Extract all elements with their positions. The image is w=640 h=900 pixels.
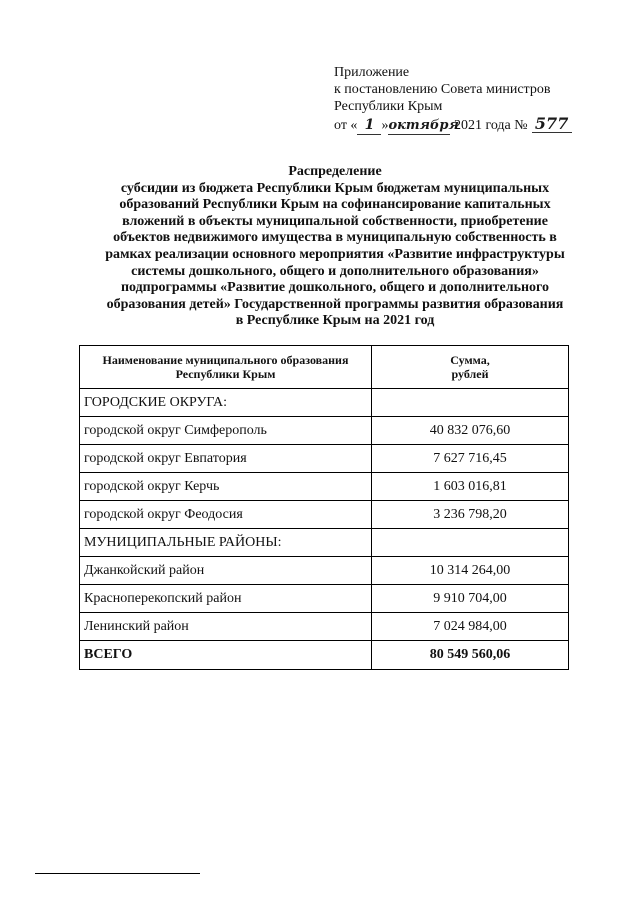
republic-line: Республики Крым xyxy=(334,99,443,114)
title-line: объектов недвижимого имущества в муниципальную собственность в xyxy=(113,230,557,246)
handwritten-month: октября xyxy=(388,118,459,133)
municipality-name: Джанкойский район xyxy=(80,557,372,585)
header-sum-text: Сумма, xyxy=(450,353,490,367)
header-name-text: Республики Крым xyxy=(175,367,276,381)
table-row xyxy=(80,445,569,473)
title-line: в Республике Крым на 2021 год xyxy=(235,313,435,329)
subsidy-amount: 40 832 076,60 xyxy=(372,417,569,445)
title-line: подпрограммы «Развитие дошкольного, общего и дополнительного xyxy=(120,280,550,296)
table-row xyxy=(80,557,569,585)
municipality-name: городской округ Феодосия xyxy=(80,501,372,529)
municipality-name: МУНИЦИПАЛЬНЫЕ РАЙОНЫ: xyxy=(80,529,372,557)
title-line: системы дошкольного, общего и дополнительного образования» xyxy=(131,263,539,279)
table-row xyxy=(80,529,569,557)
subsidy-amount: 7 024 984,00 xyxy=(372,613,569,641)
title-line: образований Республики Крым на софинансирование капитальных xyxy=(119,197,551,213)
appendix-header xyxy=(334,64,572,135)
date-line xyxy=(334,115,572,135)
table-row xyxy=(80,417,569,445)
subsidy-amount xyxy=(372,389,569,417)
title-line: вложений в объекты муниципальной собственности, приобретение xyxy=(122,213,548,229)
title-line: субсидии из бюджета Республики Крым бюджетам муниципальных xyxy=(120,180,550,196)
date-mid: » xyxy=(381,118,389,133)
municipality-name: городской округ Симферополь xyxy=(80,417,372,445)
municipality-name: Ленинский район xyxy=(80,613,372,641)
table-row xyxy=(80,585,569,613)
date-prefix: от « xyxy=(334,118,358,133)
subsidy-amount: 10 314 264,00 xyxy=(372,557,569,585)
table-row xyxy=(80,389,569,417)
document-title xyxy=(60,164,610,330)
handwritten-day: 1 xyxy=(357,117,381,135)
header-sum-cell xyxy=(372,346,569,389)
municipality-name: городской округ Керчь xyxy=(80,473,372,501)
municipality-name: ГОРОДСКИЕ ОКРУГА: xyxy=(80,389,372,417)
total-row xyxy=(80,641,569,670)
handwritten-number: 577 xyxy=(532,115,572,133)
subsidy-amount: 3 236 798,20 xyxy=(372,501,569,529)
title-line: рамках реализации основного мероприятия «Развитие инфраструктуры xyxy=(105,246,565,262)
header-name-text: Наименование муниципального образования xyxy=(102,353,349,367)
appendix-label: Приложение xyxy=(334,65,410,80)
municipality-name: Красноперекопский район xyxy=(80,585,372,613)
resolution-line: к постановлению Совета министров xyxy=(334,82,551,97)
total-amount: 80 549 560,06 xyxy=(372,641,569,670)
table-row xyxy=(80,613,569,641)
table-row xyxy=(80,473,569,501)
subsidy-amount: 1 603 016,81 xyxy=(372,473,569,501)
subsidy-amount: 9 910 704,00 xyxy=(372,585,569,613)
table-header-row xyxy=(80,346,569,389)
title-line: Распределение xyxy=(288,164,382,179)
subsidy-amount xyxy=(372,529,569,557)
title-line: образования детей» Государственной программы развития образования xyxy=(106,296,564,312)
table-row xyxy=(80,501,569,529)
year-text: 2021 года № xyxy=(453,118,528,133)
header-sum-text: рублей xyxy=(451,367,489,381)
subsidy-amount: 7 627 716,45 xyxy=(372,445,569,473)
footnote-divider xyxy=(35,873,200,874)
header-name-cell xyxy=(80,346,372,389)
municipality-name: городской округ Евпатория xyxy=(80,445,372,473)
total-label: ВСЕГО xyxy=(80,641,372,670)
distribution-table xyxy=(79,345,569,670)
